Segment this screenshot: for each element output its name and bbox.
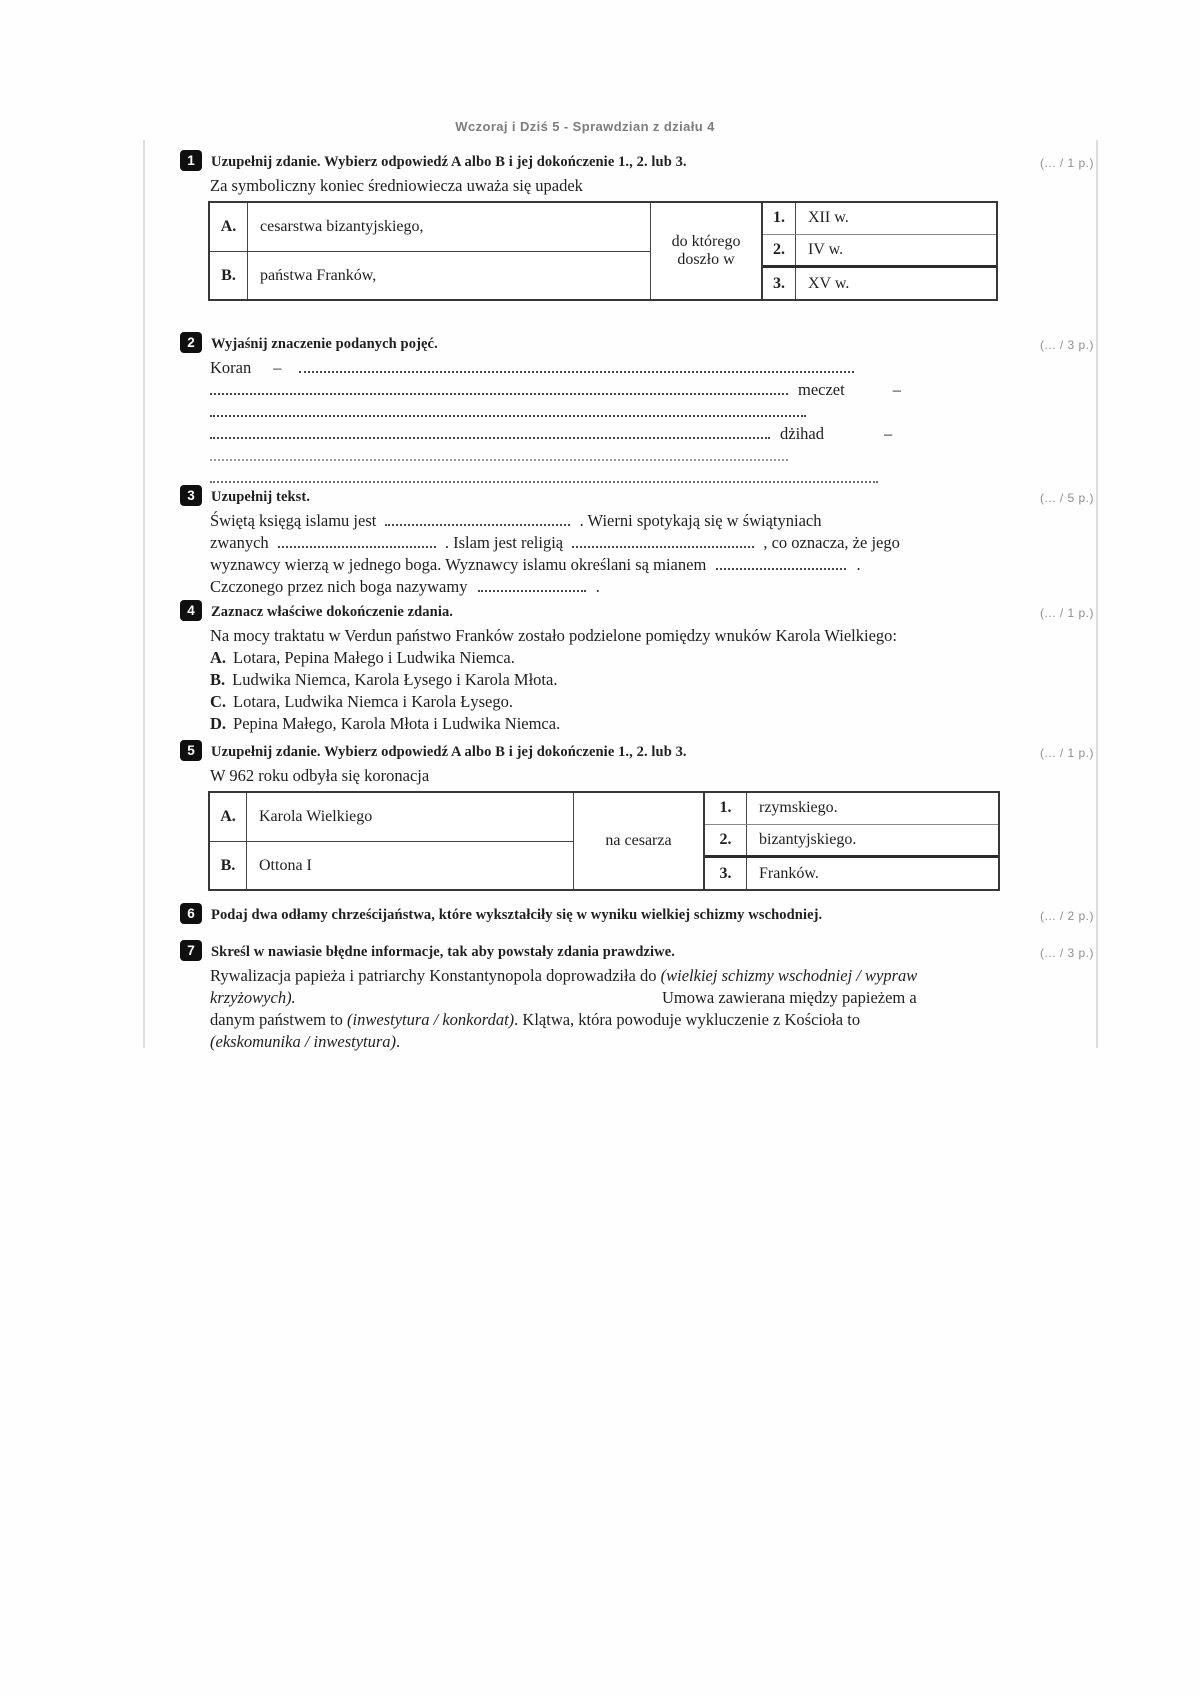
option-letter: B. bbox=[210, 670, 226, 689]
strike-text-line bbox=[210, 1009, 1096, 1031]
text-segment: . Islam jest religią bbox=[444, 533, 564, 552]
ending-row-3 bbox=[705, 855, 998, 889]
question-number-badge: 7 bbox=[180, 940, 202, 961]
question-number-badge: 5 bbox=[180, 740, 202, 761]
fill-text-line bbox=[210, 532, 1096, 554]
question-5-body bbox=[210, 765, 1096, 787]
option-text: Pepina Małego, Karola Młota i Ludwika Niemca. bbox=[233, 714, 561, 733]
option-letter: B. bbox=[210, 252, 248, 299]
blank-row bbox=[210, 401, 1096, 423]
points-label: (... / 2 p.) bbox=[1039, 909, 1094, 923]
ending-text: XII w. bbox=[808, 209, 849, 227]
question-title: Podaj dwa odłamy chrześcijaństwa, które wykształciły się w wyniku wielkiej schizmy wschodniej. bbox=[211, 907, 823, 923]
question-number-badge: 6 bbox=[180, 903, 202, 924]
question-6 bbox=[180, 903, 1096, 926]
question-3 bbox=[180, 485, 1096, 598]
term-line-dzihad bbox=[210, 423, 1096, 445]
strike-text-line bbox=[210, 965, 1096, 987]
points-label: (... / 1 p.) bbox=[1039, 746, 1094, 760]
blank-line bbox=[210, 382, 788, 395]
question-intro: Na mocy traktatu w Verdun państwo Franków zostało podzielone pomiędzy wnuków Karola Wielkiego: bbox=[210, 626, 897, 645]
option-row-b bbox=[210, 251, 650, 299]
blank-line bbox=[278, 535, 436, 548]
text-segment: , co oznacza, że jego bbox=[763, 533, 900, 552]
option-text: Lotara, Ludwika Niemca i Karola Łysego. bbox=[233, 692, 513, 711]
points-label: (... / 3 p.) bbox=[1039, 338, 1094, 352]
question-number-badge: 3 bbox=[180, 485, 202, 506]
text-segment: . Klątwa, która powoduje wykluczenie z Kościoła to bbox=[514, 1010, 861, 1029]
blank-line bbox=[716, 557, 846, 570]
option-row-a bbox=[210, 793, 573, 841]
question-2 bbox=[180, 332, 1096, 489]
question-title: Zaznacz właściwe dokończenie zdania. bbox=[211, 604, 454, 620]
ending-text: XV w. bbox=[808, 274, 850, 292]
option-line-a bbox=[210, 647, 1096, 669]
blank-line bbox=[572, 535, 754, 548]
choice-text-italic: (wielkiej schizmy wschodniej / wypraw bbox=[660, 966, 918, 985]
ending-number: 1. bbox=[705, 793, 747, 824]
option-letter: A. bbox=[210, 203, 248, 251]
question-1-header bbox=[180, 150, 1096, 173]
question-4 bbox=[180, 600, 1096, 735]
question-1 bbox=[180, 150, 1096, 301]
option-text: Ludwika Niemca, Karola Łysego i Karola Młota. bbox=[232, 670, 558, 689]
question-3-header bbox=[180, 485, 1096, 508]
option-column bbox=[210, 793, 573, 889]
blank-line bbox=[210, 426, 770, 439]
q5-answer-table bbox=[208, 791, 1000, 891]
strike-text-line bbox=[210, 987, 1096, 1009]
term-label: meczet bbox=[798, 380, 845, 399]
option-letter: D. bbox=[210, 714, 227, 733]
table-connector: do którego doszło w bbox=[650, 203, 763, 299]
text-segment: Czczonego przez nich boga nazywamy bbox=[210, 577, 468, 596]
dash: – bbox=[883, 424, 893, 443]
ending-number: 3. bbox=[705, 858, 747, 889]
question-4-header bbox=[180, 600, 1096, 623]
ending-text: bizantyjskiego. bbox=[759, 831, 857, 848]
option-row-a bbox=[210, 203, 650, 251]
strike-text-line bbox=[210, 1031, 1096, 1053]
question-4-body bbox=[210, 625, 1096, 735]
points-label: (... / 5 p.) bbox=[1039, 491, 1094, 505]
ending-text: Franków. bbox=[759, 864, 819, 882]
q1-answer-table bbox=[208, 201, 998, 301]
ending-number: 2. bbox=[763, 235, 796, 266]
text-segment: wyznawcy wierzą w jednego boga. Wyznawcy islamu określani są mianem bbox=[210, 555, 707, 574]
option-text: cesarstwa bizantyjskiego, bbox=[260, 218, 424, 235]
question-2-body bbox=[210, 357, 1096, 489]
option-line-d bbox=[210, 713, 1096, 735]
question-6-header bbox=[180, 903, 1096, 926]
option-line-b bbox=[210, 669, 1096, 691]
option-text: Ottona I bbox=[259, 856, 312, 874]
question-intro: W 962 roku odbyła się koronacja bbox=[210, 766, 430, 785]
blank-line bbox=[210, 470, 878, 483]
blank-line bbox=[478, 579, 586, 592]
question-7 bbox=[180, 940, 1096, 1053]
choice-text-italic: (inwestytura / konkordat) bbox=[347, 1010, 515, 1029]
fill-text-line bbox=[210, 576, 1096, 598]
ending-row-1 bbox=[763, 203, 996, 234]
blank-line bbox=[210, 448, 788, 461]
ending-number: 1. bbox=[763, 203, 796, 234]
points-label: (... / 1 p.) bbox=[1039, 606, 1094, 620]
text-segment: . bbox=[595, 577, 600, 596]
question-1-body bbox=[210, 175, 1096, 197]
blank-line bbox=[385, 513, 570, 526]
question-number-badge: 4 bbox=[180, 600, 202, 621]
question-2-header bbox=[180, 332, 1096, 355]
question-intro: Za symboliczny koniec średniowiecza uważa się upadek bbox=[210, 176, 583, 195]
ending-number: 3. bbox=[763, 268, 796, 299]
option-column bbox=[210, 203, 650, 299]
option-letter: C. bbox=[210, 692, 227, 711]
question-7-header bbox=[180, 940, 1096, 963]
question-7-body bbox=[210, 965, 1096, 1053]
question-title: Skreśl w nawiasie błędne informacje, tak aby powstały zdania prawdziwe. bbox=[211, 944, 675, 960]
ending-column bbox=[763, 203, 996, 299]
question-3-body bbox=[210, 510, 1096, 598]
ending-number: 2. bbox=[705, 825, 747, 856]
blank-row bbox=[210, 445, 1096, 467]
text-segment: Umowa zawierana między papieżem a bbox=[662, 988, 917, 1007]
question-title: Uzupełnij tekst. bbox=[211, 489, 311, 505]
option-letter: A. bbox=[210, 793, 247, 841]
fill-text-line bbox=[210, 510, 1096, 532]
option-line-c bbox=[210, 691, 1096, 713]
text-segment: . bbox=[856, 555, 861, 574]
option-text: państwa Franków, bbox=[260, 266, 377, 284]
question-number-badge: 2 bbox=[180, 332, 202, 353]
option-letter: A. bbox=[210, 648, 227, 667]
text-segment: . bbox=[396, 1032, 401, 1051]
blank-line bbox=[210, 404, 806, 417]
question-5-header bbox=[180, 740, 1096, 763]
document-title: Wczoraj i Dziś 5 - Sprawdzian z działu 4 bbox=[455, 119, 715, 134]
text-segment: . Wierni spotykają się w świątyniach bbox=[579, 511, 822, 530]
choice-text-italic: (ekskomunika / inwestytura) bbox=[210, 1032, 397, 1051]
choice-text-italic: krzyżowych). bbox=[210, 988, 296, 1007]
ending-row-2 bbox=[763, 234, 996, 266]
points-label: (... / 1 p.) bbox=[1039, 156, 1094, 170]
fill-text-line bbox=[210, 554, 1096, 576]
points-label: (... / 3 p.) bbox=[1039, 946, 1094, 960]
question-title: Uzupełnij zdanie. Wybierz odpowiedź A albo B i jej dokończenie 1., 2. lub 3. bbox=[211, 744, 687, 760]
text-segment: zwanych bbox=[210, 533, 269, 552]
term-label: dżihad bbox=[780, 424, 824, 443]
ending-row-2 bbox=[705, 824, 998, 856]
option-text: Lotara, Pepina Małego i Ludwika Niemca. bbox=[233, 648, 515, 667]
text-segment: Rywalizacja papieża i patriarchy Konstantynopola doprowadziła do bbox=[210, 966, 661, 985]
ending-text: rzymskiego. bbox=[759, 799, 838, 817]
ending-column bbox=[705, 793, 998, 889]
table-connector: na cesarza bbox=[573, 793, 705, 889]
question-5 bbox=[180, 740, 1096, 891]
dash: – bbox=[892, 380, 901, 399]
option-text: Karola Wielkiego bbox=[259, 808, 373, 825]
text-segment: danym państwem to bbox=[210, 1010, 348, 1029]
term-line-koran bbox=[210, 357, 1096, 379]
ending-row-3 bbox=[763, 265, 996, 299]
question-title: Uzupełnij zdanie. Wybierz odpowiedź A albo B i jej dokończenie 1., 2. lub 3. bbox=[211, 154, 687, 170]
blank-line bbox=[299, 360, 854, 373]
term-label: Koran bbox=[210, 358, 252, 377]
ending-text: IV w. bbox=[808, 241, 844, 258]
term-line-meczet bbox=[210, 379, 1096, 401]
question-title: Wyjaśnij znaczenie podanych pojęć. bbox=[211, 336, 438, 352]
ending-row-1 bbox=[705, 793, 998, 824]
dash: – bbox=[273, 358, 282, 377]
question-number-badge: 1 bbox=[180, 150, 202, 171]
option-letter: B. bbox=[210, 842, 247, 889]
text-segment: Świętą księgą islamu jest bbox=[210, 511, 377, 530]
option-row-b bbox=[210, 841, 573, 889]
